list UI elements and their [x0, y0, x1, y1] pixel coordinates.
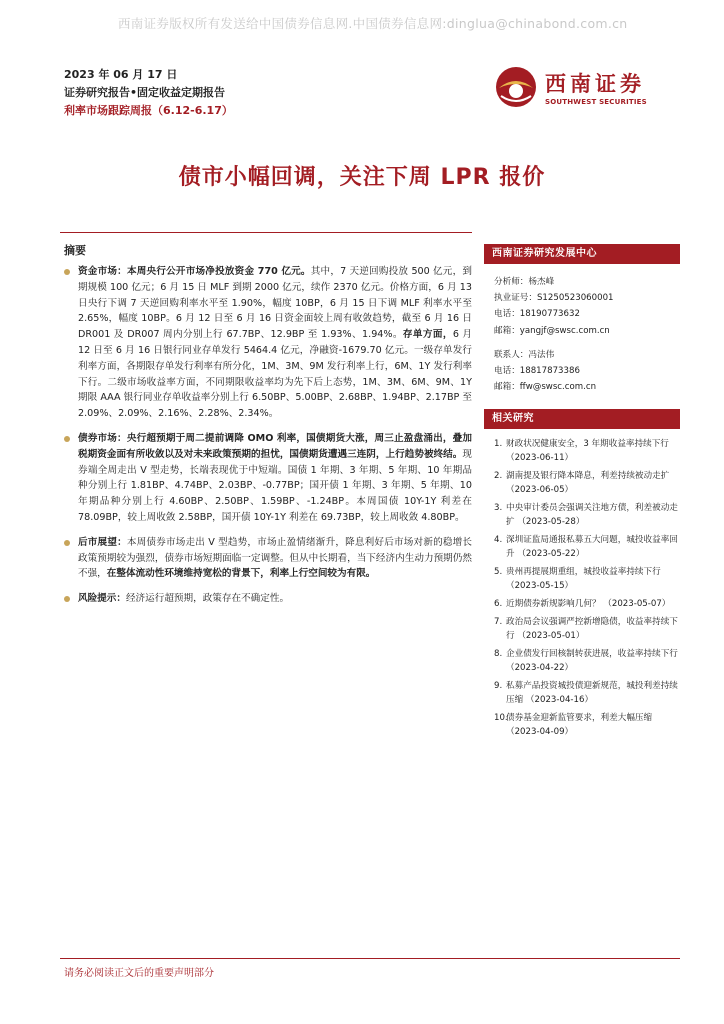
bullet-dot-icon — [64, 269, 70, 275]
bullet-head2: 存单方面， — [402, 329, 453, 341]
related-title: 相关研究 — [484, 409, 680, 429]
bullet-body: 其中，7 天逆回购投放 500 亿元，到期规模 100 亿元；6 月 15 日 MLF 到期 2000 亿元，续作 2370 亿元。价格方面，6 月 13 日央行下调 7 天逆回购利率水平至 1.90%，幅度 10BP，6 月 15 日下调 MLF 利率水平至 2.65%，幅度 10BP。6 月 12 日至 6 月 16 日资金面较上周有收敛趋势，截至 6 月 16 日 DR001 及 DR007 周内分别上行 67.7BP、12.9BP 至 1.93%、1.94%。 — [78, 266, 472, 341]
footer-note: 请务必阅读正文后的重要声明部分 — [64, 968, 214, 979]
list-item[interactable]: 6. 近期债券新规影响几何？ （2023-05-07） — [494, 599, 671, 610]
bullet-head: 后市展望： — [78, 536, 127, 548]
related-research — [484, 409, 680, 739]
bullet-dot-icon — [64, 436, 70, 442]
summary-section — [64, 264, 472, 616]
bullet-head2: 在整体流动性环境维持宽松的背景下，利率上行空间较为有限。 — [106, 568, 376, 580]
bullet-head: 资金市场：本周央行公开市场净投放资金 770 亿元。 — [78, 266, 311, 277]
report-title: 债市小幅回调，关注下周 LPR 报价 — [178, 165, 546, 190]
logo-en-text: SOUTHWEST SECURITIES — [545, 98, 647, 106]
contact-phone: 电话：18817873386 — [494, 366, 580, 377]
analyst-info — [484, 264, 680, 395]
analyst-email[interactable]: 邮箱：yangjf@swsc.com.cn — [494, 325, 610, 336]
watermark: 西南证券版权所有发送给中国债券信息网.中国债券信息网:dinglua@chinabond.com.cn — [118, 16, 628, 31]
bullet-risk — [64, 591, 472, 607]
footer-divider — [60, 958, 680, 959]
list-item[interactable]: 8. 企业债发行回核制转获进展，收益率持续下行 （2023-04-22） — [494, 649, 678, 674]
bullet-money-market — [64, 264, 472, 422]
summary-label: 摘要 — [64, 244, 86, 257]
bullet-body2: 6 月 12 日至 6 月 16 日银行同业存单发行 5464.4 亿元，净融资-1679.70 亿元。一级存单发行利率方面，各期限存单发行利率有所分化，1M、3M、9M 发行利率上行，6M、1Y 发行利率下行。二级市场收益率方面，不同期限收益率均为先下后上态势，1M、3M、6M、9M、1Y 期限 AAA 银行同业存单收益率分别上行 6.50BP、5.00BP、2.68BP、1.94BP、2.17BP 至 2.09%、2.09%、2.16%、2.28%、2.34%。 — [78, 329, 473, 420]
related-list — [484, 429, 680, 739]
logo-cn-text: 西南证券 — [545, 71, 645, 96]
bullet-outlook — [64, 535, 472, 582]
bullet-body: 本周债券市场走出 V 型趋势，市场止盈情绪渐升，降息利好后市场对新的稳增长政策预期较为强烈，债券市场短期面临一定调整。但从中长期看，当下经济内生动力预期仍然不强， — [78, 536, 472, 580]
bullet-dot-icon — [64, 540, 70, 546]
bullet-body: 经济运行超预期，政策存在不确定性。 — [125, 593, 290, 605]
analyst-cert: 执业证号：S1250523060001 — [494, 293, 614, 304]
report-header — [64, 66, 233, 120]
contact-email[interactable]: 邮箱：ffw@swsc.com.cn — [494, 382, 597, 393]
panel-title: 西南证券研究发展中心 — [484, 244, 680, 264]
analyst-phone: 电话：18190773632 — [494, 309, 580, 320]
contact-name: 联系人：冯法伟 — [494, 349, 555, 360]
bullet-head: 风险提示： — [78, 593, 126, 605]
analyst-name: 分析师：杨杰峰 — [494, 277, 555, 287]
report-series: 利率市场跟踪周报（6.12-6.17） — [64, 104, 233, 117]
list-item[interactable]: 2. 湖南提及银行降本降息，利差持续被动走扩 （2023-06-05） — [494, 471, 670, 496]
logo-mark-icon — [495, 66, 537, 108]
list-item[interactable]: 7. 政治局会议强调严控新增隐债，收益率持续下行 （2023-05-01） — [494, 617, 678, 642]
side-panel — [484, 244, 680, 743]
bullet-dot-icon — [64, 596, 70, 602]
report-type: 证券研究报告•固定收益定期报告 — [64, 86, 226, 99]
list-item[interactable]: 1. 财政状况健康安全，3 年期收益率持续下行 （2023-06-11） — [494, 439, 669, 464]
list-item[interactable]: 3. 中央审计委员会强调关注地方债，利差被动走扩 （2023-05-28） — [494, 503, 678, 528]
list-item[interactable]: 5. 贵州再提展期重组，城投收益率持续下行 （2023-05-15） — [494, 567, 661, 592]
company-logo — [495, 64, 675, 118]
list-item[interactable]: 4. 深圳证监局通报私募五大问题，城投收益率回升 （2023-05-22） — [494, 535, 678, 560]
bullet-bond-market — [64, 431, 472, 526]
bullet-body: 现券端全周走出 V 型走势，长端表现优于中短端。国债 1 年期、3 年期、5 年期、10 年期品种分别上行 1.81BP、4.74BP、2.03BP、-0.77BP；国开债 1 年期、3 年期、5 年期、10 年期品种分别上行 4.60BP、2.50BP、1.59BP、-1.24BP。本周国债 10Y-1Y 利差在 78.09BP，较上周收敛 2.58BP，国开债 10Y-1Y 利差在 69.73BP，较上周收敛 4.80BP。 — [78, 448, 472, 523]
list-item[interactable]: 9. 私募产品投资城投债迎新规范，城投利差持续压缩 （2023-04-16） — [494, 681, 678, 706]
divider — [60, 232, 472, 233]
report-date: 2023 年 06 月 17 日 — [64, 68, 178, 81]
bullet-head: 债券市场：央行超预期于周二提前调降 OMO 利率，国债期货大涨，周三止盈盘涌出，叠加税期资金面有所收敛以及对未来政策预期的担忧，国债期货遭遇三连阴，上行趋势被终结。 — [78, 432, 472, 460]
list-item[interactable]: 10. 债券基金迎新监管要求，利差大幅压缩 （2023-04-09） — [494, 713, 653, 738]
